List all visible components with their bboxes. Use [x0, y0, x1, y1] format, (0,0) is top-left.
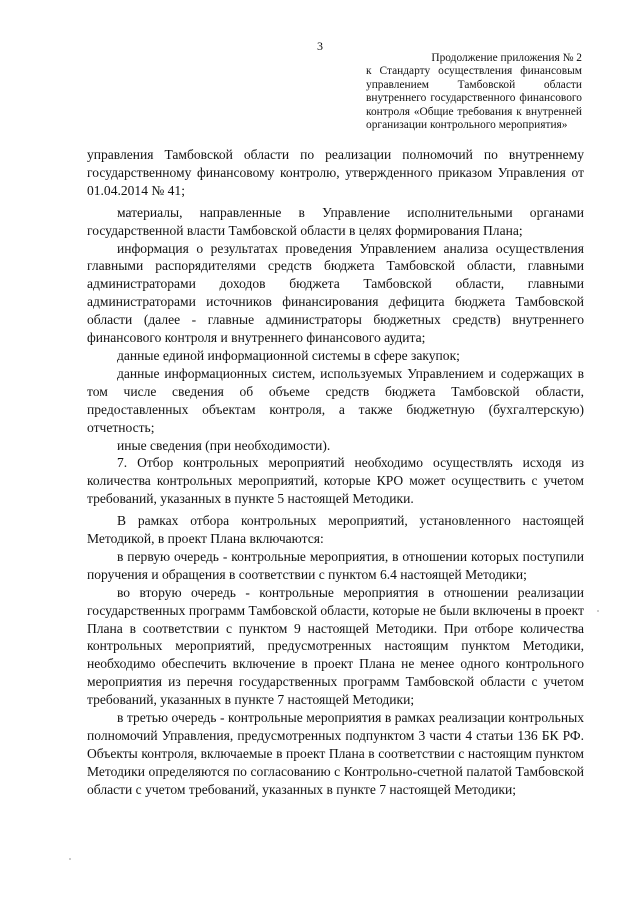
paragraph: В рамках отбора контрольных мероприятий, установленного настоящей Методикой, в проект Плана включаются: — [87, 513, 584, 547]
paragraph: данные информационных систем, используемых Управлением и содержащих в том числе сведения об объеме средств бюджета Тамбовской области, предоставленных объектам контроля, а также бюджетную (бухгалтерскую) отчетность; — [87, 365, 584, 435]
scan-speck — [597, 610, 599, 612]
header-line: контроля «Общие требования к внутренней — [366, 105, 582, 118]
paragraph: материалы, направленные в Управление исполнительными органами государственной власти Тамбовской области в целях формирования Плана; — [87, 204, 584, 238]
paragraph: информация о результатах проведения Управлением анализа осуществления главными распорядителями средств бюджета Тамбовской области, главными администраторами доходов бюджета Тамбовской области, главными администраторами источников финансирования дефицита бюджета Тамбовской области (далее - главные администраторы бюджетных средств) внутреннего финансового контроля и внутреннего финансового аудита; — [87, 240, 584, 346]
header-line: организации контрольного мероприятия» — [366, 119, 568, 132]
paragraph: иные сведения (при необходимости). — [117, 437, 331, 453]
paragraph: 7. Отбор контрольных мероприятий необходимо осуществлять исходя из количества контрольных мероприятий, которые КРО может осуществить с учетом требований, указанных в пункте 5 настоящей Методики. — [87, 455, 584, 507]
paragraph: данные единой информационной системы в сфере закупок; — [117, 347, 460, 363]
header-line: управлением Тамбовской области — [366, 78, 582, 91]
page-number: 3 — [317, 39, 323, 53]
paragraph: в третью очередь - контрольные мероприятия в рамках реализации контрольных полномочий Управления, предусмотренных подпунктом 3 части 4 статьи 136 БК РФ. Объекты контроля, включаемые в проект Плана в соответствии с настоящим пунктом Методики определяются по согласованию с Контрольно-счетной палатой Тамбовской области с учетом требований, указанных в пункте 7 настоящей Методики; — [87, 710, 584, 797]
paragraph: в первую очередь - контрольные мероприятия, в отношении которых поступили поручения и обращения в соответствии с пунктом 6.4 настоящей Методики; — [87, 548, 584, 582]
scan-speck — [69, 858, 71, 860]
body-text — [87, 146, 584, 799]
header-line: Продолжение приложения № 2 — [431, 52, 582, 64]
paragraph: управления Тамбовской области по реализации полномочий по внутреннему государственному финансовому контролю, утвержденного приказом Управления от 01.04.2014 № 41; — [87, 147, 584, 198]
paragraph: во вторую очередь - контрольные мероприятия в отношении реализации государственных программ Тамбовской области, которые не были включены в проект Плана в соответствии с пунктом 9 настоящей Методики. При отборе количества контрольных мероприятий, предусмотренных настоящим пунктом Методики, необходимо обеспечить включение в проект Плана не менее одного контрольного мероприятия из перечня государственных программ Тамбовской области с учетом требований, указанных в пункте 7 настоящей Методики; — [87, 584, 584, 708]
appendix-header — [366, 52, 582, 132]
header-line: внутреннего государственного финансового — [366, 92, 582, 105]
header-line: к Стандарту осуществления финансовым — [366, 65, 582, 78]
